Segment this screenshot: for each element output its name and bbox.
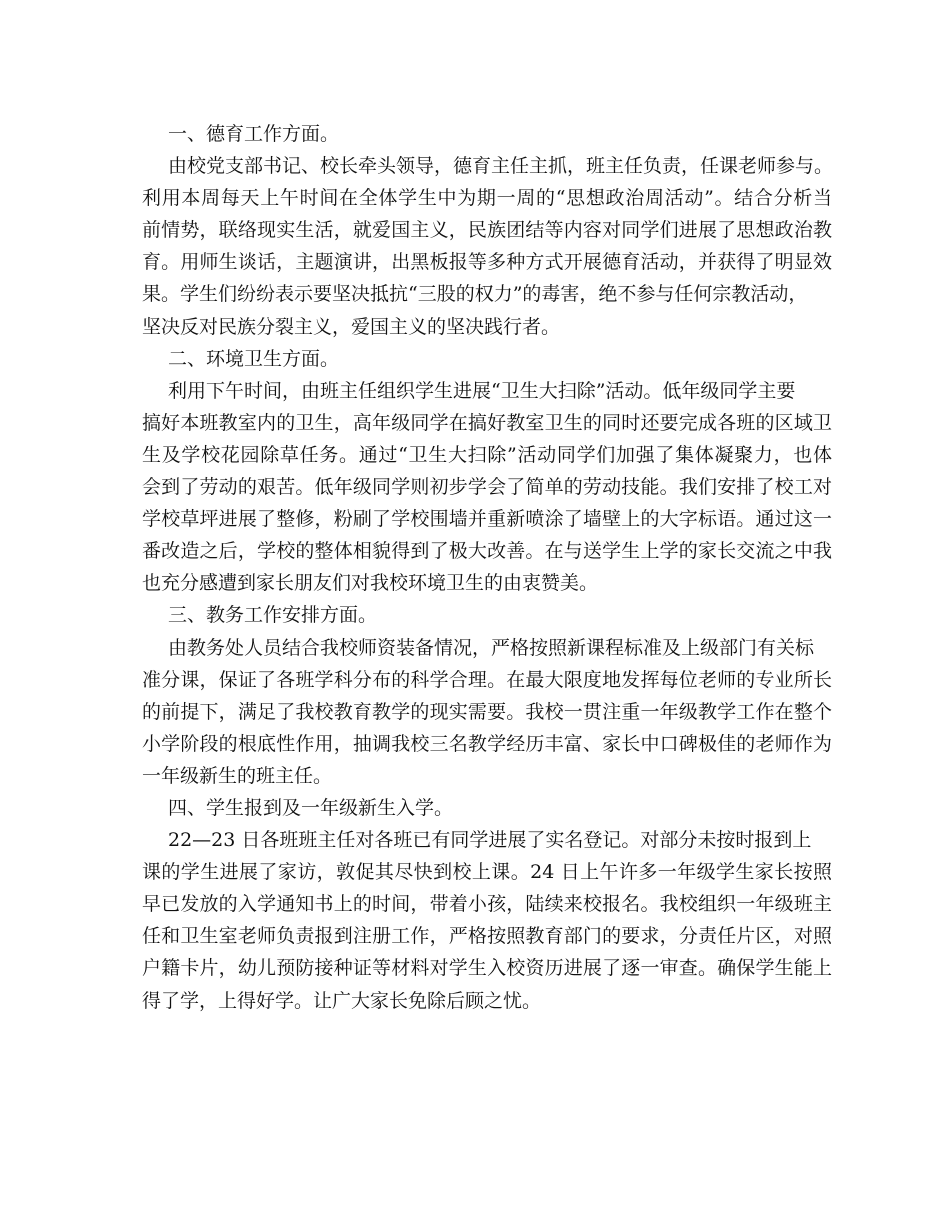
text-line: 准分课，保证了各班学科分布的科学合理。在最大限度地发挥每位老师的专业所长	[142, 668, 832, 691]
text-line: 户籍卡片，幼儿预防接种证等材料对学生入校资历进展了逐一审查。确保学生能上	[142, 957, 832, 980]
text-line: 任和卫生室老师负责报到注册工作，严格按照教育部门的要求，分责任片区，对照	[142, 925, 832, 948]
document-body	[142, 118, 832, 1017]
text-line: 生及学校花园除草任务。通过“卫生大扫除”活动同学们加强了集体凝聚力，也体	[142, 443, 832, 466]
text-line: 利用本周每天上午时间在全体学生中为期一周的“思想政治周活动”。结合分析当	[142, 187, 832, 210]
text-line: 四、学生报到及一年级新生入学。	[168, 796, 454, 819]
text-line: 坚决反对民族分裂主义，爱国主义的坚决践行者。	[142, 315, 561, 338]
text-line: 的前提下，满足了我校教育教学的现实需要。我校一贯注重一年级教学工作在整个	[142, 700, 832, 723]
text-line: 课的学生进展了家访，敦促其尽快到校上课。24 日上午许多一年级学生家长按照	[142, 861, 832, 884]
text-line: 番改造之后，学校的整体相貌得到了极大改善。在与送学生上学的家长交流之中我	[142, 540, 832, 563]
text-line: 三、教务工作安排方面。	[168, 604, 378, 627]
text-line: 小学阶段的根底性作用，抽调我校三名教学经历丰富、家长中口碑极佳的老师作为	[142, 732, 832, 755]
text-line: 得了学，上得好学。让广大家长免除后顾之忧。	[142, 989, 542, 1012]
text-line: 由校党支部书记、校长牵头领导，德育主任主抓，班主任负责，任课老师参与。	[168, 155, 834, 178]
text-line: 也充分感遭到家长朋友们对我校环境卫生的由衷赞美。	[142, 572, 599, 595]
text-line: 利用下午时间，由班主任组织学生进展“卫生大扫除”活动。低年级同学主要	[168, 379, 796, 402]
text-line: 22—23 日各班班主任对各班已有同学进展了实名登记。对部分未按时报到上	[168, 829, 812, 852]
text-line: 果。学生们纷纷表示要坚决抵抗“三股的权力”的毒害，绝不参与任何宗教活动，	[142, 283, 808, 306]
text-line: 由教务处人员结合我校师资装备情况，严格按照新课程标准及上级部门有关标	[168, 636, 815, 659]
text-line: 搞好本班教室内的卫生，高年级同学在搞好教室卫生的同时还要完成各班的区域卫	[142, 411, 832, 434]
text-line: 早已发放的入学通知书上的时间，带着小孩，陆续来校报名。我校组织一年级班主	[142, 893, 832, 916]
text-line: 前情势，联络现实生活，就爱国主义，民族团结等内容对同学们进展了思想政治教	[142, 219, 832, 242]
text-line: 一、德育工作方面。	[168, 123, 340, 145]
text-line: 会到了劳动的艰苦。低年级同学则初步学会了简单的劳动技能。我们安排了校工对	[142, 476, 832, 499]
text-line: 二、环境卫生方面。	[168, 347, 340, 370]
text-line: 学校草坪进展了整修，粉刷了学校围墙并重新喷涂了墙壁上的大字标语。通过这一	[142, 508, 832, 531]
text-line: 一年级新生的班主任。	[142, 764, 333, 787]
text-line: 育。用师生谈话，主题演讲，出黑板报等多种方式开展德育活动，并获得了明显效	[142, 251, 832, 274]
